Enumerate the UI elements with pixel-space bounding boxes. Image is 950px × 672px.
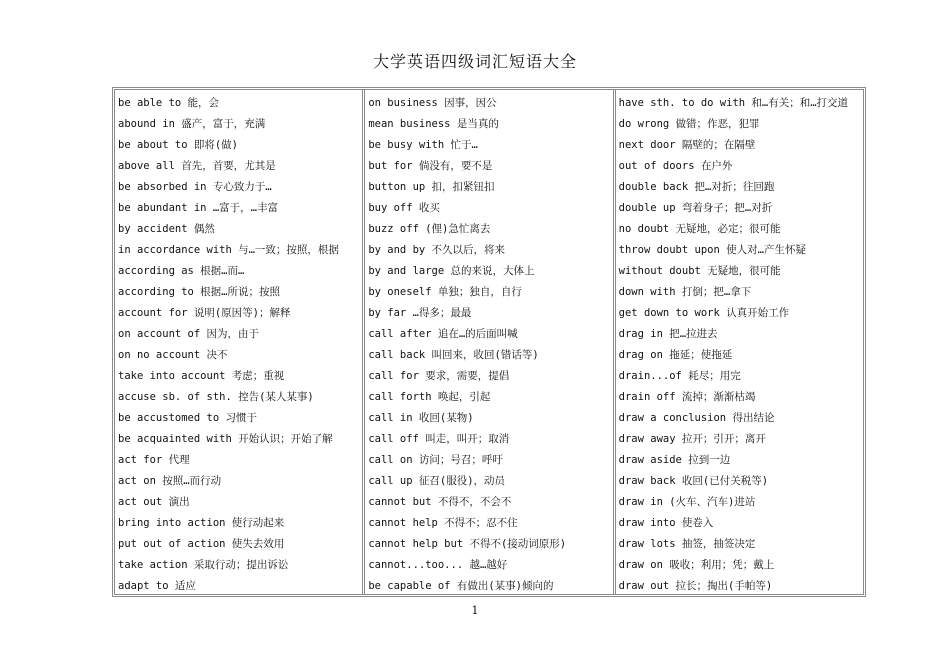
phrase-entry: cannot but 不得不，不会不 <box>368 496 512 508</box>
phrase-entry: abound in 盛产，富于，充满 <box>118 118 266 130</box>
phrase-entry: draw away 拉开；引开；离开 <box>618 433 766 445</box>
phrase-entry: cannot help 不得不；忍不住 <box>368 517 518 529</box>
phrase-entry: throw doubt upon 使人对…产生怀疑 <box>618 244 806 256</box>
phrase-entry: draw lots 抽签，抽签决定 <box>618 538 756 550</box>
phrase-entry: adapt to 适应 <box>118 580 196 592</box>
phrase-entry: draw a conclusion 得出结论 <box>618 412 775 424</box>
phrase-entry: be absorbed in 专心致力于… <box>118 181 272 193</box>
phrase-entry: call forth 唤起，引起 <box>368 391 491 403</box>
phrase-entry: be accustomed to 习惯于 <box>118 412 257 424</box>
phrase-entry: above all 首先，首要，尤其是 <box>118 160 276 172</box>
phrase-entry: do wrong 做错；作恶，犯罪 <box>618 118 760 130</box>
phrase-entry: draw on 吸收；利用；凭；戴上 <box>618 559 775 571</box>
phrase-entry: bring into action 使行动起来 <box>118 517 285 529</box>
phrase-entry: no doubt 无疑地，必定；很可能 <box>618 223 781 235</box>
phrase-entry: buzz off (俚)急忙离去 <box>368 223 491 235</box>
phrase-entry: take into account 考虑；重视 <box>118 370 285 382</box>
phrase-entry: call after 追在…的后面叫喊 <box>368 328 518 340</box>
phrase-entry: on business 因事，因公 <box>368 97 497 109</box>
phrase-entry: draw back 收回(已付关税等) <box>618 475 769 487</box>
phrase-entry: call back 叫回来，收回(错话等) <box>368 349 539 361</box>
phrase-entry: call off 叫走，叫开；取消 <box>368 433 510 445</box>
phrase-entry: draw into 使卷入 <box>618 517 714 529</box>
phrase-entry: cannot...too... 越…越好 <box>368 559 508 571</box>
phrase-entry: act on 按照…而行动 <box>118 475 222 487</box>
phrase-entry: be about to 即将(做) <box>118 139 239 151</box>
phrase-entry: by and large 总的来说，大体上 <box>368 265 535 277</box>
phrase-entry: but for 倘没有，要不是 <box>368 160 493 172</box>
page-title: 大学英语四级词汇短语大全 <box>372 52 577 71</box>
phrase-entry: buy off 收买 <box>368 202 440 214</box>
phrase-entry: put out of action 使失去效用 <box>118 538 285 550</box>
phrase-entry: draw out 拉长；掏出(手帕等) <box>618 580 773 592</box>
phrase-entry: down with 打倒；把…拿下 <box>618 286 752 298</box>
phrase-entry: on account of 因为，由于 <box>118 328 260 340</box>
phrase-entry: be acquainted with 开始认识；开始了解 <box>118 433 333 445</box>
phrase-entry: cannot help but 不得不(接动词原形) <box>368 538 567 550</box>
phrase-entry: get down to work 认真开始工作 <box>618 307 790 319</box>
phrase-entry: by and by 不久以后，将来 <box>368 244 506 256</box>
phrase-entry: drag on 拖延；使拖延 <box>618 349 733 361</box>
phrase-entry: act for 代理 <box>118 454 190 466</box>
phrase-entry: draw in (火车、汽车)进站 <box>618 496 756 508</box>
phrase-entry: call for 要求，需要，提倡 <box>368 370 510 382</box>
vocabulary-column-2 <box>362 90 612 594</box>
phrase-entry: act out 演出 <box>118 496 190 508</box>
phrase-entry: take action 采取行动；提出诉讼 <box>118 559 289 571</box>
phrase-entry: by far …得多；最最 <box>368 307 472 319</box>
phrase-entry: be abundant in …富于，…丰富 <box>118 202 278 214</box>
vocabulary-table <box>112 87 866 597</box>
phrase-entry: drag in 把…拉进去 <box>618 328 718 340</box>
phrase-entry: call on 访问；号召；呼吁 <box>368 454 503 466</box>
phrase-entry: be busy with 忙于… <box>368 139 478 151</box>
phrase-entry: draw aside 拉到一边 <box>618 454 731 466</box>
phrase-entry: in accordance with 与…一致；按照，根据 <box>118 244 339 256</box>
vocabulary-column-3 <box>613 90 863 594</box>
phrase-entry: out of doors 在户外 <box>618 160 733 172</box>
phrase-entry: drain...of 耗尽；用完 <box>618 370 741 382</box>
phrase-entry: double back 把…对折；往回跑 <box>618 181 775 193</box>
phrase-entry: next door 隔壁的；在隔壁 <box>618 139 756 151</box>
vocabulary-column-1 <box>115 90 362 594</box>
phrase-entry: mean business 是当真的 <box>368 118 499 130</box>
phrase-entry: have sth. to do with 和…有关；和…打交道 <box>618 97 849 109</box>
page-number: 1 <box>471 604 479 617</box>
phrase-entry: according to 根据…所说；按照 <box>118 286 281 298</box>
phrase-entry: call up 征召(服役)，动员 <box>368 475 506 487</box>
phrase-entry: call in 收回(某物) <box>368 412 474 424</box>
phrase-entry: by oneself 单独；独自，自行 <box>368 286 522 298</box>
phrase-entry: account for 说明(原因等)；解释 <box>118 307 291 319</box>
phrase-entry: on no account 决不 <box>118 349 228 361</box>
phrase-entry: without doubt 无疑地，很可能 <box>618 265 781 277</box>
phrase-entry: drain off 流掉；渐渐枯竭 <box>618 391 756 403</box>
phrase-entry: accuse sb. of sth. 控告(某人某事) <box>118 391 314 403</box>
phrase-entry: according as 根据…而… <box>118 265 245 277</box>
phrase-entry: by accident 偶然 <box>118 223 215 235</box>
phrase-entry: be able to 能，会 <box>118 97 220 109</box>
phrase-entry: be capable of 有做出(某事)倾向的 <box>368 580 554 592</box>
phrase-entry: button up 扣，扣紧钮扣 <box>368 181 495 193</box>
phrase-entry: double up 弯着身子；把…对折 <box>618 202 773 214</box>
